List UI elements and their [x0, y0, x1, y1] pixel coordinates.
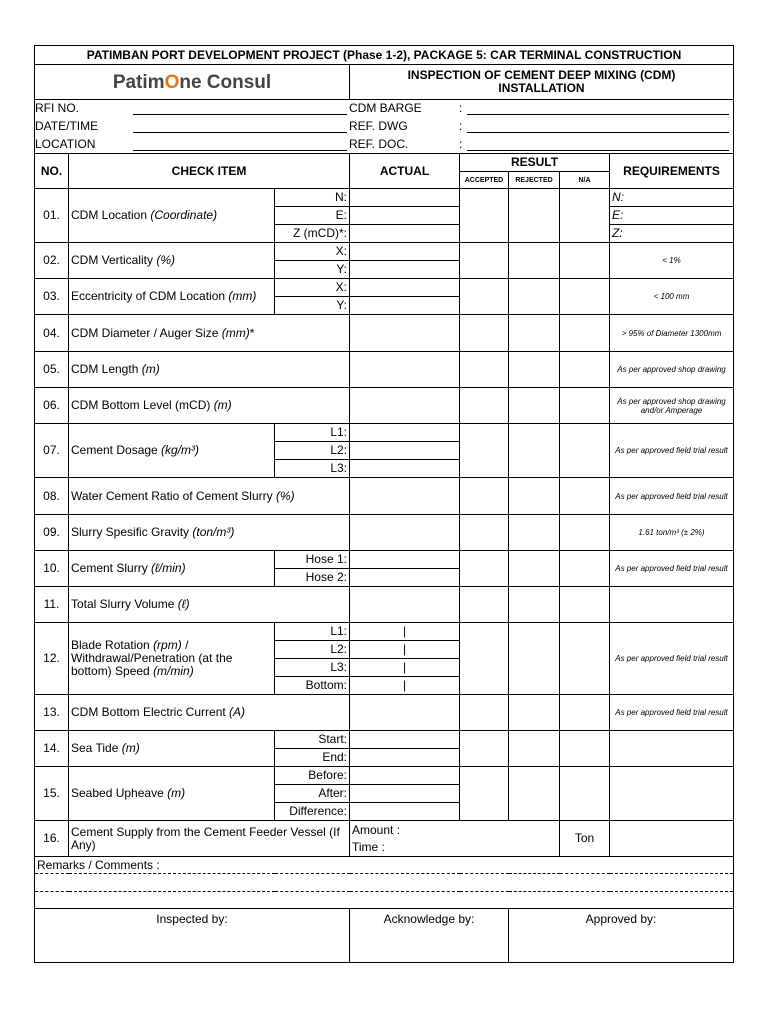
requirement-cell: As per approved shop drawing	[610, 352, 734, 388]
rejected-cell[interactable]	[509, 587, 560, 623]
accepted-cell[interactable]	[460, 695, 509, 731]
sub-label: Start:	[275, 731, 350, 749]
accepted-cell[interactable]	[460, 587, 509, 623]
na-cell[interactable]	[560, 551, 610, 587]
form-title: INSPECTION OF CEMENT DEEP MIXING (CDM) INSTALLATION	[350, 65, 734, 100]
item-number: 13.	[35, 695, 69, 731]
sub-label: Hose 1:	[275, 551, 350, 569]
actual-cell[interactable]	[350, 587, 460, 623]
col-check-item: CHECK ITEM	[69, 154, 350, 189]
remarks-line[interactable]	[35, 874, 734, 892]
actual-cell[interactable]	[350, 225, 460, 243]
actual-cell[interactable]	[350, 803, 460, 821]
sub-label: L2:	[275, 641, 350, 659]
actual-cell[interactable]	[350, 442, 460, 460]
item-number: 02.	[35, 243, 69, 279]
company-logo: PatimOne Consul	[35, 65, 350, 100]
actual-cell[interactable]	[350, 261, 460, 279]
requirement-cell: < 100 mm	[610, 279, 734, 315]
rejected-cell[interactable]	[509, 279, 560, 315]
na-cell[interactable]	[560, 388, 610, 424]
accepted-cell[interactable]	[460, 731, 509, 767]
date-time-field[interactable]	[133, 121, 347, 133]
requirement-cell: As per approved field trial result	[610, 623, 734, 695]
accepted-cell[interactable]	[460, 352, 509, 388]
rejected-cell[interactable]	[509, 695, 560, 731]
accepted-cell[interactable]	[460, 478, 509, 515]
accepted-cell[interactable]	[460, 189, 509, 243]
supply-amount-time[interactable]	[350, 821, 560, 857]
col-rejected: REJECTED	[509, 172, 560, 189]
actual-cell[interactable]	[350, 478, 460, 515]
sub-label: Y:	[275, 261, 350, 279]
sub-label: After:	[275, 785, 350, 803]
accepted-cell[interactable]	[460, 243, 509, 279]
remarks-label: Remarks / Comments :	[35, 857, 734, 874]
requirement-cell: < 1%	[610, 243, 734, 279]
requirement-cell: As per approved field trial result	[610, 478, 734, 515]
requirement-cell: As per approved shop drawing and/or Amperage	[610, 388, 734, 424]
cdm-barge-field[interactable]	[467, 103, 729, 115]
amount-label: Amount :	[352, 822, 401, 837]
item-number: 06.	[35, 388, 69, 424]
actual-cell[interactable]: |	[350, 677, 460, 695]
col-result: RESULT	[460, 154, 610, 172]
inspection-form	[34, 45, 733, 963]
check-item: CDM Length (m)	[69, 352, 350, 388]
na-cell[interactable]	[560, 189, 610, 243]
actual-cell[interactable]: |	[350, 659, 460, 677]
rejected-cell[interactable]	[509, 388, 560, 424]
check-item: CDM Verticality (%)	[69, 243, 275, 279]
rejected-cell[interactable]	[509, 189, 560, 243]
check-item: Sea Tide (m)	[69, 731, 275, 767]
na-cell[interactable]	[560, 695, 610, 731]
rejected-cell[interactable]	[509, 352, 560, 388]
sub-label: X:	[275, 243, 350, 261]
item-number: 15.	[35, 767, 69, 821]
requirement-cell: N:	[610, 189, 734, 207]
date-time-label: DATE/TIME	[35, 119, 99, 133]
rejected-cell[interactable]	[509, 315, 560, 352]
check-item: Blade Rotation (rpm) / Withdrawal/Penetration (at the bottom) Speed (m/min)	[69, 623, 275, 695]
requirement-cell	[610, 767, 734, 821]
actual-cell[interactable]	[350, 388, 460, 424]
check-item: CDM Bottom Electric Current (A)	[69, 695, 350, 731]
actual-cell[interactable]	[350, 731, 460, 749]
item-number: 09.	[35, 515, 69, 551]
check-item: Cement Supply from the Cement Feeder Vessel (If Any)	[69, 821, 350, 857]
requirement-cell: As per approved field trial result	[610, 551, 734, 587]
actual-cell[interactable]	[350, 749, 460, 767]
info-row-1	[35, 100, 734, 118]
sub-label: L1:	[275, 623, 350, 641]
na-cell[interactable]	[560, 243, 610, 279]
actual-cell[interactable]: |	[350, 641, 460, 659]
ref-dwg-field[interactable]	[467, 121, 729, 133]
actual-cell[interactable]	[350, 551, 460, 569]
sub-label: Difference:	[275, 803, 350, 821]
sub-label: Hose 2:	[275, 569, 350, 587]
colon: :	[459, 136, 463, 151]
sub-label: N:	[275, 189, 350, 207]
actual-cell[interactable]	[350, 569, 460, 587]
col-requirements: REQUIREMENTS	[610, 154, 734, 189]
cdm-barge-label: CDM BARGE	[349, 101, 422, 116]
actual-cell[interactable]	[350, 695, 460, 731]
check-item: Cement Dosage (kg/m³)	[69, 424, 275, 478]
requirement-cell	[610, 731, 734, 767]
sub-label: End:	[275, 749, 350, 767]
inspected-by[interactable]: Inspected by:	[35, 909, 350, 963]
na-cell[interactable]	[560, 515, 610, 551]
info-row-3	[35, 136, 734, 154]
na-cell[interactable]	[560, 424, 610, 478]
requirement-cell: As per approved field trial result	[610, 695, 734, 731]
ref-doc-label: REF. DOC.	[349, 136, 409, 151]
check-item: Slurry Spesific Gravity (ton/m³)	[69, 515, 350, 551]
actual-cell[interactable]	[350, 460, 460, 478]
item-number: 05.	[35, 352, 69, 388]
na-cell[interactable]	[560, 315, 610, 352]
actual-cell[interactable]	[350, 207, 460, 225]
actual-cell[interactable]	[350, 785, 460, 803]
requirement-cell: > 95% of Diameter 1300mm	[610, 315, 734, 352]
na-cell[interactable]	[560, 587, 610, 623]
rfi-no-label: RFI NO.	[35, 101, 79, 116]
requirement-cell: 1.61 ton/m³ (± 2%)	[610, 515, 734, 551]
rejected-cell[interactable]	[509, 515, 560, 551]
check-item: Water Cement Ratio of Cement Slurry (%)	[69, 478, 350, 515]
col-actual: ACTUAL	[350, 154, 460, 189]
item-number: 08.	[35, 478, 69, 515]
check-item: CDM Bottom Level (mCD) (m)	[69, 388, 350, 424]
rejected-cell[interactable]	[509, 551, 560, 587]
item-number: 10.	[35, 551, 69, 587]
colon: :	[459, 119, 463, 133]
na-cell[interactable]	[560, 731, 610, 767]
time-label: Time :	[352, 839, 385, 854]
check-item: Eccentricity of CDM Location (mm)	[69, 279, 275, 315]
rfi-no-field[interactable]	[133, 103, 347, 115]
actual-cell[interactable]	[350, 297, 460, 315]
rejected-cell[interactable]	[509, 478, 560, 515]
item-number: 11.	[35, 587, 69, 623]
item-number: 07.	[35, 424, 69, 478]
accepted-cell[interactable]	[460, 767, 509, 821]
actual-cell[interactable]	[350, 767, 460, 785]
actual-cell[interactable]	[350, 352, 460, 388]
accepted-cell[interactable]	[460, 279, 509, 315]
sub-label: Bottom:	[275, 677, 350, 695]
actual-cell[interactable]	[350, 515, 460, 551]
acknowledge-by[interactable]: Acknowledge by:	[350, 909, 509, 963]
item-number: 16.	[35, 821, 69, 857]
na-cell[interactable]	[560, 478, 610, 515]
item-number: 01.	[35, 189, 69, 243]
check-item: Seabed Upheave (m)	[69, 767, 275, 821]
actual-cell[interactable]	[350, 243, 460, 261]
requirement-cell: E:	[610, 207, 734, 225]
rejected-cell[interactable]	[509, 243, 560, 279]
requirement-cell	[610, 587, 734, 623]
requirement-cell: Z:	[610, 225, 734, 243]
requirement-cell	[610, 821, 734, 857]
ref-doc-field[interactable]	[467, 139, 729, 151]
accepted-cell[interactable]	[460, 388, 509, 424]
sub-label: L3:	[275, 460, 350, 478]
colon: :	[459, 101, 463, 116]
col-accepted: ACCEPTED	[460, 172, 509, 189]
check-item: Cement Slurry (ℓ/min)	[69, 551, 275, 587]
location-label: LOCATION	[35, 136, 96, 151]
actual-cell[interactable]	[350, 189, 460, 207]
project-title: PATIMBAN PORT DEVELOPMENT PROJECT (Phase 1-2), PACKAGE 5: CAR TERMINAL CONSTRUCTION	[35, 46, 734, 65]
actual-cell[interactable]	[350, 424, 460, 442]
na-cell[interactable]	[560, 623, 610, 695]
sub-label: L2:	[275, 442, 350, 460]
na-cell[interactable]	[560, 279, 610, 315]
accepted-cell[interactable]	[460, 424, 509, 478]
col-na: N/A	[560, 172, 610, 189]
sub-label: L3:	[275, 659, 350, 677]
ton-unit: Ton	[560, 821, 610, 857]
approved-by[interactable]: Approved by:	[509, 909, 734, 963]
na-cell[interactable]	[560, 352, 610, 388]
check-item: CDM Location (Coordinate)	[69, 189, 275, 243]
remarks-line[interactable]	[35, 892, 734, 909]
check-item: CDM Diameter / Auger Size (mm)*	[69, 315, 350, 352]
col-no: NO.	[35, 154, 69, 189]
requirement-cell: As per approved field trial result	[610, 424, 734, 478]
actual-cell[interactable]	[350, 315, 460, 352]
actual-cell[interactable]	[350, 279, 460, 297]
na-cell[interactable]	[560, 767, 610, 821]
rejected-cell[interactable]	[509, 623, 560, 695]
item-number: 14.	[35, 731, 69, 767]
location-field[interactable]	[133, 139, 347, 151]
sub-label: E:	[275, 207, 350, 225]
rejected-cell[interactable]	[509, 731, 560, 767]
item-number: 03.	[35, 279, 69, 315]
check-item: Total Slurry Volume (ℓ)	[69, 587, 350, 623]
accepted-cell[interactable]	[460, 623, 509, 695]
sub-label: Before:	[275, 767, 350, 785]
item-number: 12.	[35, 623, 69, 695]
accepted-cell[interactable]	[460, 551, 509, 587]
info-row-2	[35, 118, 734, 136]
sub-label: L1:	[275, 424, 350, 442]
rejected-cell[interactable]	[509, 767, 560, 821]
accepted-cell[interactable]	[460, 515, 509, 551]
rejected-cell[interactable]	[509, 424, 560, 478]
ref-dwg-label: REF. DWG	[349, 119, 408, 133]
sub-label: Y:	[275, 297, 350, 315]
form-table	[34, 45, 734, 963]
accepted-cell[interactable]	[460, 315, 509, 352]
sub-label: Z (mCD)*:	[275, 225, 350, 243]
item-number: 04.	[35, 315, 69, 352]
sub-label: X:	[275, 279, 350, 297]
actual-cell[interactable]: |	[350, 623, 460, 641]
